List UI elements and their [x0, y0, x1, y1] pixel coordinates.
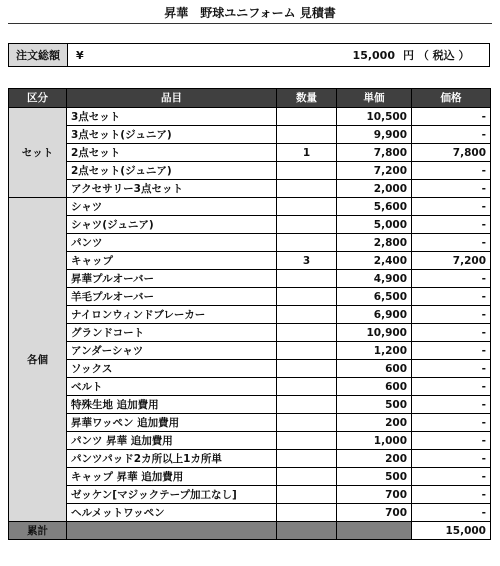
unit-price-cell[interactable]: 700	[337, 504, 412, 522]
item-cell[interactable]: パンツ 昇華 追加費用	[67, 432, 277, 450]
category-cell: 各個	[9, 198, 67, 522]
table-row	[9, 342, 491, 360]
qty-cell[interactable]: 1	[277, 144, 337, 162]
price-cell[interactable]: -	[412, 288, 491, 306]
price-cell[interactable]: -	[412, 108, 491, 126]
price-cell[interactable]: 7,200	[412, 252, 491, 270]
price-cell[interactable]: 7,800	[412, 144, 491, 162]
price-cell[interactable]: -	[412, 234, 491, 252]
table-row	[9, 180, 491, 198]
price-cell[interactable]: -	[412, 324, 491, 342]
qty-cell[interactable]	[277, 180, 337, 198]
summary-label: 累計	[9, 522, 67, 540]
price-cell[interactable]: -	[412, 270, 491, 288]
price-cell[interactable]: -	[412, 162, 491, 180]
unit-price-cell[interactable]: 200	[337, 450, 412, 468]
qty-cell[interactable]	[277, 414, 337, 432]
unit-price-cell[interactable]: 10,500	[337, 108, 412, 126]
qty-cell[interactable]: 3	[277, 252, 337, 270]
summary-blank	[337, 522, 412, 540]
order-total-box	[8, 43, 490, 67]
table-row	[9, 432, 491, 450]
qty-cell[interactable]	[277, 198, 337, 216]
item-cell[interactable]: 2点セット	[67, 144, 277, 162]
qty-cell[interactable]	[277, 216, 337, 234]
unit-price-cell[interactable]: 600	[337, 360, 412, 378]
unit-price-cell[interactable]: 7,800	[337, 144, 412, 162]
item-cell[interactable]: アクセサリー3点セット	[67, 180, 277, 198]
col-header-unit-price: 単価	[337, 89, 412, 108]
table-row	[9, 468, 491, 486]
table-row	[9, 198, 491, 216]
price-cell[interactable]: -	[412, 180, 491, 198]
unit-price-cell[interactable]: 1,000	[337, 432, 412, 450]
col-header-category: 区分	[9, 89, 67, 108]
table-body	[9, 108, 491, 540]
price-cell[interactable]: -	[412, 378, 491, 396]
qty-cell[interactable]	[277, 468, 337, 486]
item-cell[interactable]: パンツ	[67, 234, 277, 252]
qty-cell[interactable]	[277, 270, 337, 288]
qty-cell[interactable]	[277, 432, 337, 450]
table-row	[9, 414, 491, 432]
price-cell[interactable]: -	[412, 432, 491, 450]
unit-price-cell[interactable]: 2,800	[337, 234, 412, 252]
item-cell[interactable]: アンダーシャツ	[67, 342, 277, 360]
table-row	[9, 360, 491, 378]
unit-price-cell[interactable]: 500	[337, 468, 412, 486]
qty-cell[interactable]	[277, 360, 337, 378]
table-row	[9, 378, 491, 396]
qty-cell[interactable]	[277, 288, 337, 306]
qty-cell[interactable]	[277, 306, 337, 324]
item-cell[interactable]: 特殊生地 追加費用	[67, 396, 277, 414]
qty-cell[interactable]	[277, 108, 337, 126]
order-total-body	[68, 44, 489, 66]
table-row	[9, 216, 491, 234]
unit-price-cell[interactable]: 4,900	[337, 270, 412, 288]
item-cell[interactable]: ベルト	[67, 378, 277, 396]
unit-price-cell[interactable]: 700	[337, 486, 412, 504]
unit-price-cell[interactable]: 6,500	[337, 288, 412, 306]
unit-price-cell[interactable]: 10,900	[337, 324, 412, 342]
table-row	[9, 234, 491, 252]
price-cell[interactable]: -	[412, 504, 491, 522]
item-cell[interactable]: 3点セット(ジュニア)	[67, 126, 277, 144]
currency-symbol: ¥	[76, 48, 84, 62]
unit-price-cell[interactable]: 7,200	[337, 162, 412, 180]
order-total-amount: 15,000	[352, 48, 395, 62]
item-cell[interactable]: 昇華ワッペン 追加費用	[67, 414, 277, 432]
item-cell[interactable]: 昇華プルオーバー	[67, 270, 277, 288]
unit-price-cell[interactable]: 600	[337, 378, 412, 396]
table-row	[9, 396, 491, 414]
summary-blank	[67, 522, 277, 540]
item-cell[interactable]: グランドコート	[67, 324, 277, 342]
estimate-table	[8, 88, 491, 540]
table-row	[9, 270, 491, 288]
item-cell[interactable]: 3点セット	[67, 108, 277, 126]
order-total-label: 注文総額	[9, 44, 68, 66]
table-row	[9, 144, 491, 162]
unit-price-cell[interactable]: 6,900	[337, 306, 412, 324]
price-cell[interactable]: -	[412, 306, 491, 324]
unit-price-cell[interactable]: 500	[337, 396, 412, 414]
item-cell[interactable]: ヘルメットワッペン	[67, 504, 277, 522]
qty-cell[interactable]	[277, 450, 337, 468]
item-cell[interactable]: ソックス	[67, 360, 277, 378]
qty-cell[interactable]	[277, 324, 337, 342]
unit-price-cell[interactable]: 1,200	[337, 342, 412, 360]
qty-cell[interactable]	[277, 504, 337, 522]
item-cell[interactable]: ゼッケン[マジックテープ加工なし]	[67, 486, 277, 504]
unit-price-cell[interactable]: 2,400	[337, 252, 412, 270]
table-row	[9, 126, 491, 144]
table-header-row	[9, 89, 491, 108]
col-header-item: 品目	[67, 89, 277, 108]
category-cell: セット	[9, 108, 67, 198]
price-cell[interactable]: -	[412, 468, 491, 486]
summary-blank	[277, 522, 337, 540]
table-row	[9, 288, 491, 306]
price-cell[interactable]: -	[412, 216, 491, 234]
order-total-unit: 円 （ 税込 ）	[403, 49, 470, 62]
price-cell[interactable]: -	[412, 450, 491, 468]
item-cell[interactable]: シャツ(ジュニア)	[67, 216, 277, 234]
col-header-qty: 数量	[277, 89, 337, 108]
table-row	[9, 324, 491, 342]
qty-cell[interactable]	[277, 396, 337, 414]
unit-price-cell[interactable]: 5,600	[337, 198, 412, 216]
unit-price-cell[interactable]: 200	[337, 414, 412, 432]
title-rule	[8, 23, 492, 24]
summary-total: 15,000	[412, 522, 491, 540]
table-row	[9, 162, 491, 180]
table-row	[9, 486, 491, 504]
summary-row	[9, 522, 491, 540]
unit-price-cell[interactable]: 2,000	[337, 180, 412, 198]
page-title: 昇華 野球ユニフォーム 見積書	[164, 6, 336, 20]
item-cell[interactable]: 羊毛プルオーバー	[67, 288, 277, 306]
qty-cell[interactable]	[277, 126, 337, 144]
price-cell[interactable]: -	[412, 360, 491, 378]
item-cell[interactable]: ナイロンウィンドブレーカー	[67, 306, 277, 324]
table-row	[9, 252, 491, 270]
table-row	[9, 450, 491, 468]
table-row	[9, 504, 491, 522]
price-cell[interactable]: -	[412, 414, 491, 432]
item-cell[interactable]: キャップ	[67, 252, 277, 270]
qty-cell[interactable]	[277, 342, 337, 360]
qty-cell[interactable]	[277, 378, 337, 396]
qty-cell[interactable]	[277, 234, 337, 252]
item-cell[interactable]: キャップ 昇華 追加費用	[67, 468, 277, 486]
table-row	[9, 306, 491, 324]
col-header-price: 価格	[412, 89, 491, 108]
price-cell[interactable]: -	[412, 486, 491, 504]
qty-cell[interactable]	[277, 486, 337, 504]
item-cell[interactable]: 2点セット(ジュニア)	[67, 162, 277, 180]
unit-price-cell[interactable]: 9,900	[337, 126, 412, 144]
unit-price-cell[interactable]: 5,000	[337, 216, 412, 234]
qty-cell[interactable]	[277, 162, 337, 180]
price-cell[interactable]: -	[412, 396, 491, 414]
item-cell[interactable]: パンツパッド2カ所以上1カ所単	[67, 450, 277, 468]
price-cell[interactable]: -	[412, 126, 491, 144]
price-cell[interactable]: -	[412, 342, 491, 360]
item-cell[interactable]: シャツ	[67, 198, 277, 216]
price-cell[interactable]: -	[412, 198, 491, 216]
table-row	[9, 108, 491, 126]
